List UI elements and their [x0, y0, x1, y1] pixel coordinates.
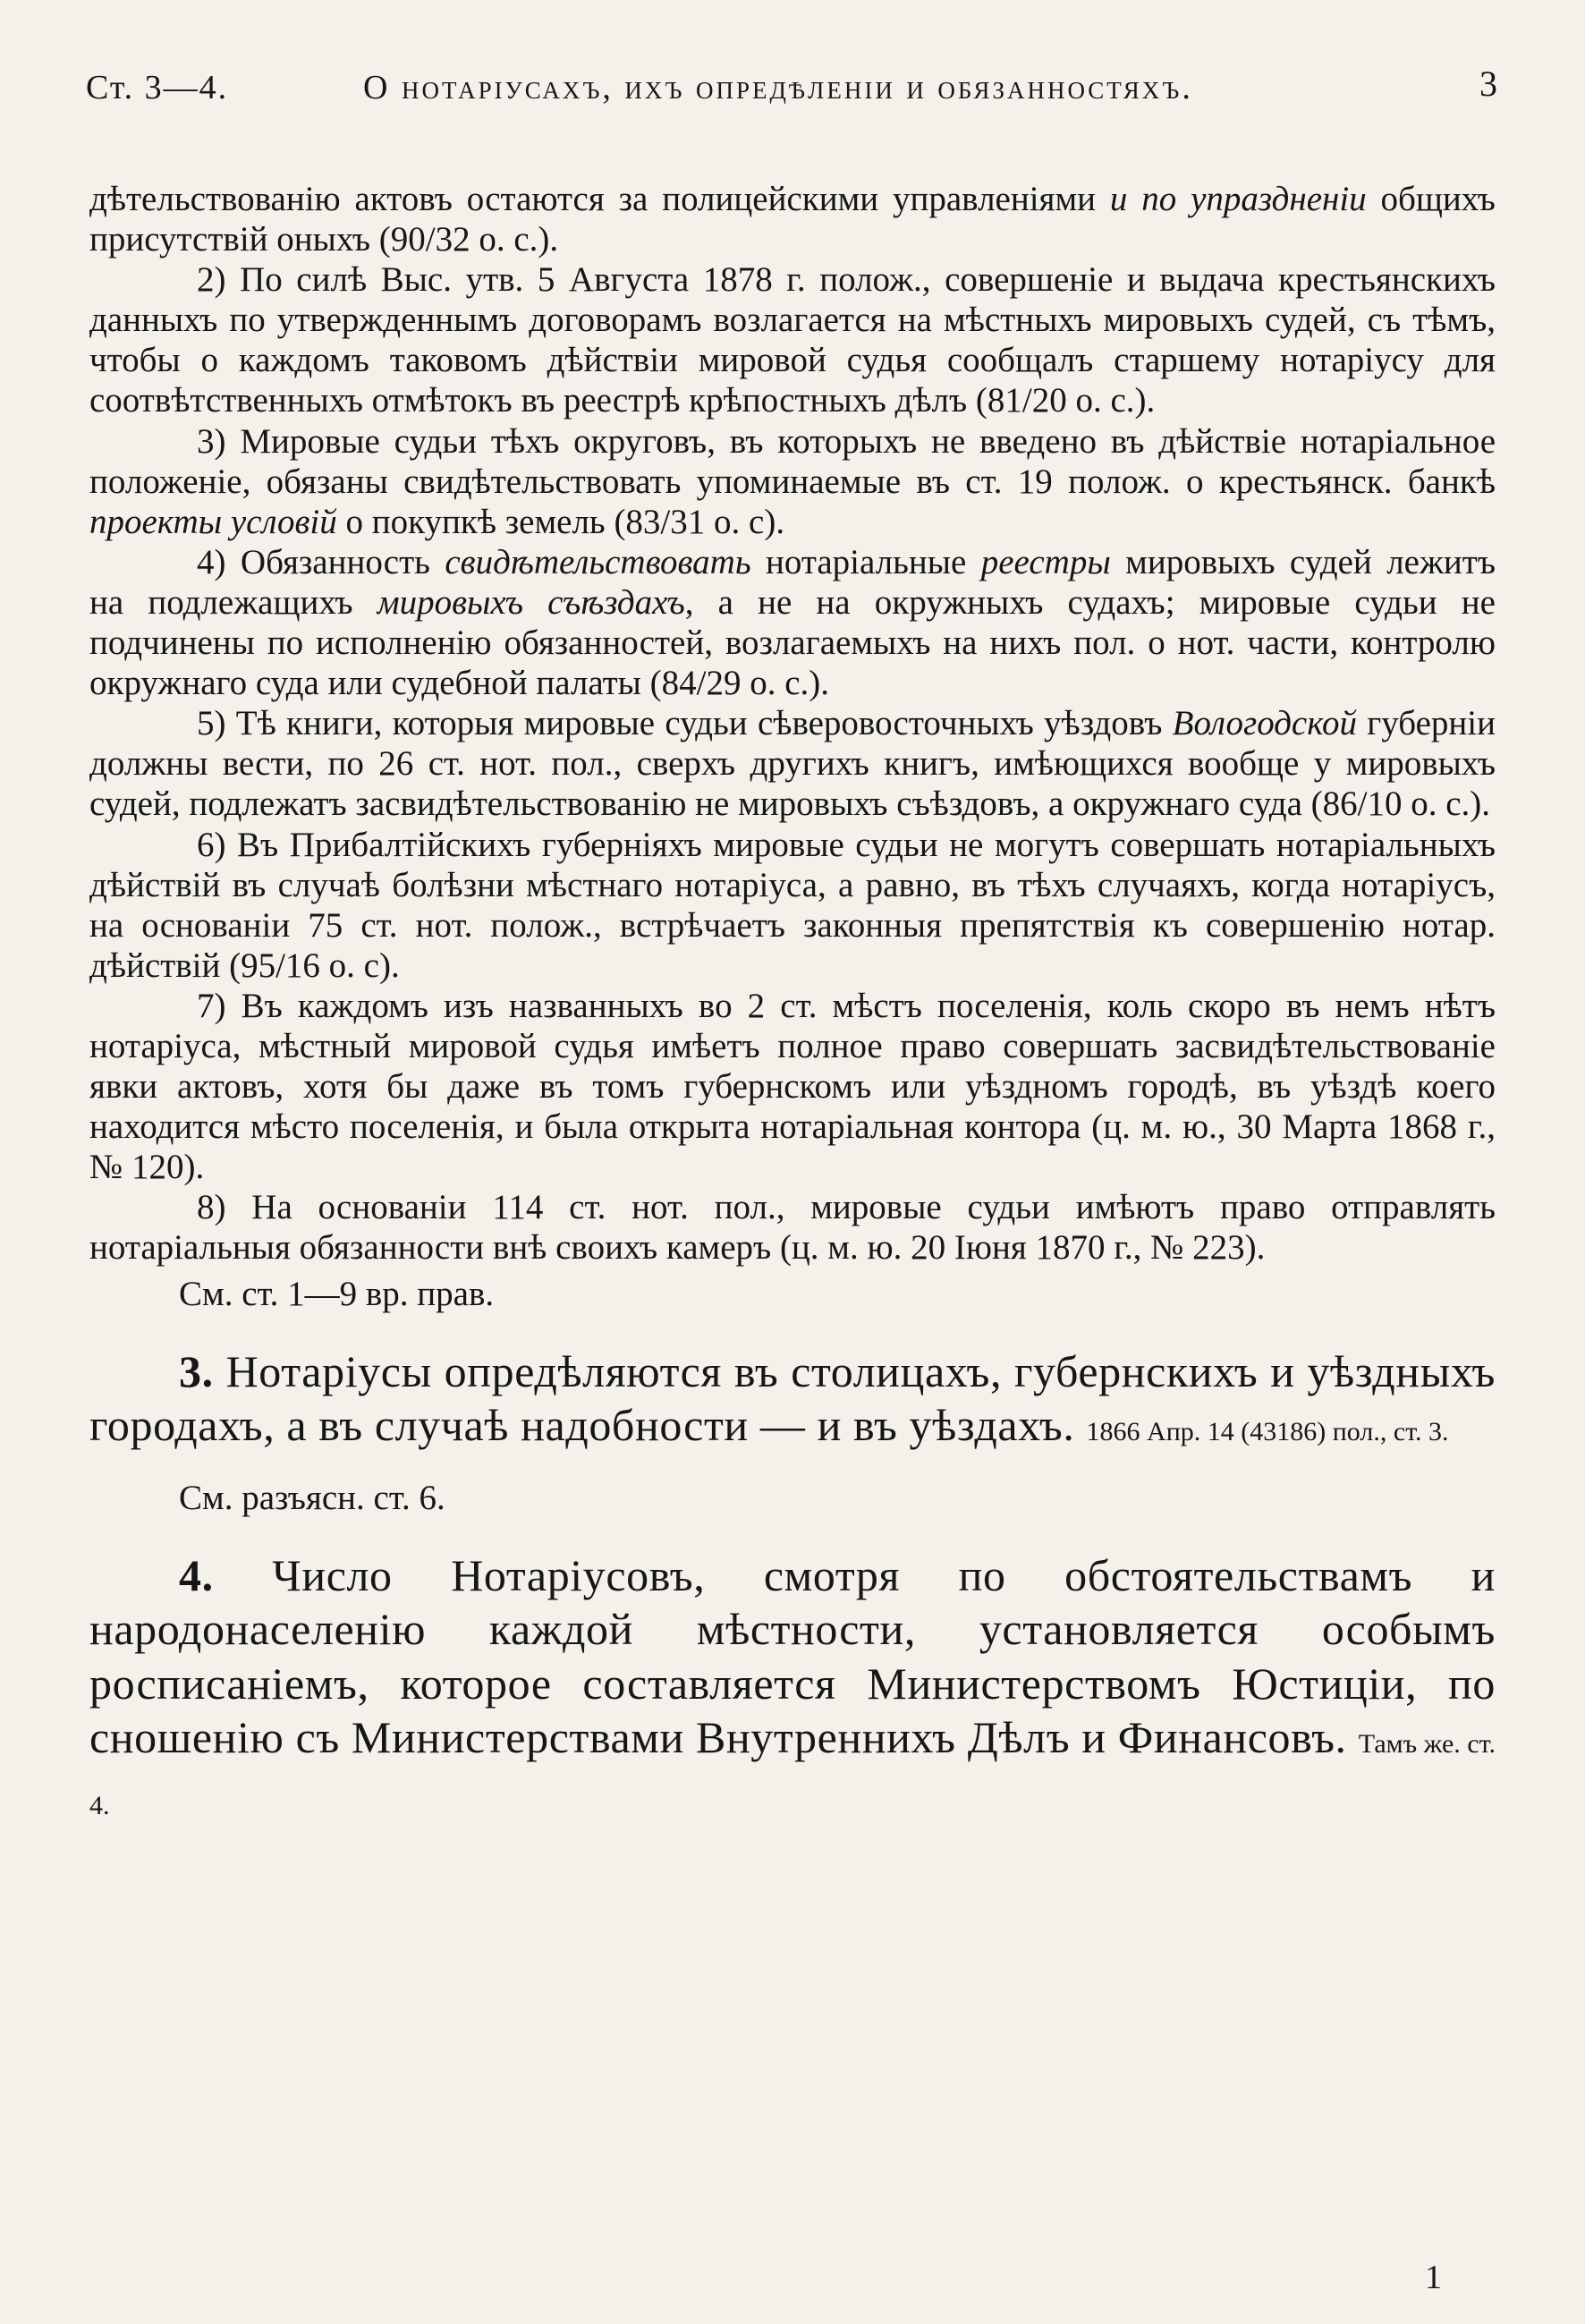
note-8: 8) На основаніи 114 ст. нот. пол., мировые судьи имѣютъ право отправлять нотаріальныя обязанности внѣ своихъ камеръ (ц. м. ю. 20 Іюня 1870 г., № 223). [89, 1188, 1496, 1268]
note-5: 5) Тѣ книги, которыя мировые судьи сѣверовосточныхъ уѣздовъ Вологодской губерніи должны вести, по 26 ст. нот. пол., сверхъ другихъ книгъ, имѣющихся вообще у мировыхъ судей, подлежатъ засвидѣтельствованію не мировыхъ съѣздовъ, а окружнаго суда (86/10 о. с.). [89, 704, 1496, 824]
article-3-number: 3. [179, 1345, 214, 1396]
article-3 [89, 1344, 1496, 1460]
note-2: 2) По силѣ Выс. утв. 5 Августа 1878 г. полож., совершеніе и выдача крестьянскихъ данныхъ по утвержденнымъ договорамъ возлагается на мѣстныхъ мировыхъ судей, съ тѣмъ, чтобы о каждомъ таковомъ дѣйствіи мировой судья сообщалъ старшему нотаріусу для соотвѣтственныхъ отмѣтокъ въ реестрѣ крѣпостныхъ дѣлъ (81/20 о. с.). [89, 260, 1496, 420]
cross-reference-1: См. ст. 1—9 вр. прав. [179, 1274, 495, 1313]
article-3-source: 1866 Апр. 14 (43186) пол., ст. 3. [1086, 1417, 1449, 1447]
note-4: 4) Обязанность свидѣтельствовать нотаріальные реестры мировыхъ судей лежитъ на подлежащихъ мировыхъ съѣздахъ, а не на окружныхъ судахъ; мировые судьи не подчинены по исполненію обязанностей, возлагаемыхъ на нихъ пол. о нот. части, контролю окружнаго суда или судебной палаты (84/29 о. с.). [89, 542, 1496, 703]
header-title: О нотаріусахъ, ихъ опредѣленіи и обязанностяхъ. [363, 69, 1193, 106]
header-page-number: 3 [1479, 64, 1499, 104]
cross-reference-2: См. разъясн. ст. 6. [179, 1478, 445, 1517]
note-continuation: дѣтельствованію актовъ остаются за полицейскими управленіями и по упраздненіи общихъ присутствій оныхъ (90/32 о. с.). [89, 180, 1496, 259]
article-4-source: Тамъ же. ст. 4. [89, 1729, 1496, 1820]
header-articles: Ст. 3—4. [86, 69, 229, 106]
article-4-text: Число Нотаріусовъ, смотря по обстоятельствамъ и народонаселенію каждой мѣстности, установляется особымъ росписаніемъ, которое составляется Министерствомъ Юстиціи, по сношенію съ Министерствами Внутреннихъ Дѣлъ и Финансовъ. [89, 1549, 1496, 1763]
article-4 [89, 1548, 1496, 1834]
running-header [86, 64, 1499, 122]
note-6: 6) Въ Прибалтійскихъ губерніяхъ мировые судьи не могутъ совершать нотаріальныхъ дѣйствій въ случаѣ болѣзни мѣстнаго нотаріуса, а равно, въ тѣхъ случаяхъ, когда нотаріусъ, на основаніи 75 ст. нот. полож., встрѣчаетъ законныя препятствія къ совершенію нотар. дѣйствій (95/16 о. с). [89, 825, 1496, 985]
note-3: 3) Мировые судьи тѣхъ округовъ, въ которыхъ не введено въ дѣйствіе нотаріальное положеніе, обязаны свидѣтельствовать упоминаемые въ ст. 19 полож. о крестьянск. банкѣ проекты условій о покупкѣ земель (83/31 о. с). [89, 421, 1496, 541]
signature-mark: 1 [1425, 2259, 1442, 2296]
article-3-text: Нотаріусы опредѣляются въ столицахъ, губернскихъ и уѣздныхъ городахъ, а въ случаѣ надобности — и въ уѣздахъ. [89, 1345, 1496, 1451]
page-body [89, 179, 1496, 1833]
article-4-number: 4. [179, 1549, 214, 1600]
note-7: 7) Въ каждомъ изъ названныхъ во 2 ст. мѣстъ поселенія, коль скоро въ немъ нѣтъ нотаріуса, мѣстный мировой судья имѣетъ полное право совершать засвидѣтельствованіе явки актовъ, хотя бы даже въ томъ губернскомъ или уѣздномъ городѣ, въ уѣздѣ коего находится мѣсто поселенія, и была открыта нотаріальная контора (ц. м. ю., 30 Марта 1868 г., № 120). [89, 986, 1496, 1187]
